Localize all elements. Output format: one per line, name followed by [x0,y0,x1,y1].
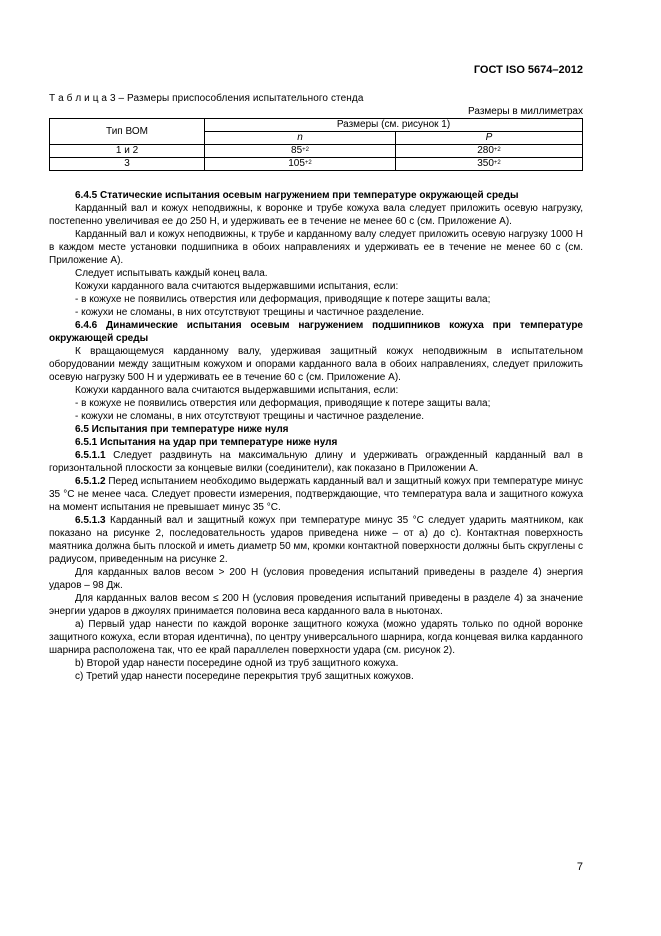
cell-p-tolerance: +2 [493,160,501,166]
section-heading: 6.4.6 Динамические испытания осевым нагружением подшипников кожуха при температуре окружающей среды [49,320,583,344]
cell-n-tolerance: +2 [304,160,312,166]
dimensions-table [49,118,583,171]
page-number: 7 [576,861,583,873]
list-item: - кожухи не сломаны, в них отсутствуют трещины и частичное разделение. [75,411,425,422]
clause-number: 6.5.1.2 [75,476,106,487]
list-item: - в кожухе не появились отверстия или деформация, приводящие к потере защиты вала; [75,294,491,305]
paragraph: Для карданных валов весом > 200 Н (условия проведения испытаний приведены в разделе 4) энергия ударов – 98 Дж. [49,567,583,591]
section-heading: 6.4.5 Статические испытания осевым нагружением при температуре окружающей среды [75,190,519,201]
clause-text: Следует раздвинуть на максимальную длину и удерживать огражденный карданный вал в горизонтальной плоскости за концевые вилки (соединители), как показано в Приложении А. [49,450,583,474]
section-heading: 6.5 Испытания при температуре ниже нуля [75,424,289,435]
clause-number: 6.5.1.1 [75,450,106,461]
paragraph: Следует испытывать каждый конец вала. [75,268,268,279]
cell-n-value: 105 [288,158,305,169]
body-text [49,189,583,683]
cell-p [396,158,583,171]
cell-type: 1 и 2 [50,145,205,158]
paragraph: К вращающемуся карданному валу, удерживая защитный кожух неподвижным в испытательном оборудовании между защитным кожухом и опорами карданного вала в обоих направлениях, следует приложить осевую нагрузку 500 Н и удерживать ее в течение 60 с (см. Приложение А). [49,346,583,383]
table-row [50,158,583,171]
cell-p-tolerance: +2 [493,147,501,153]
table-units: Размеры в миллиметрах [468,106,583,117]
cell-n [205,158,396,171]
clause-text: Карданный вал и защитный кожух при температуре минус 35 °С следует ударить маятником, как показано на рисунке 2, последовательность ударов приведена ниже – от а) до с). Контактная поверхность маятника должна быть плоской и иметь диаметр 50 мм, кромки контактной поверхности должны быть скруглены с радиусом, приведенным на рисунке 2. [49,515,583,565]
cell-p [396,145,583,158]
table-row [50,145,583,158]
table-header-row [50,119,583,132]
paragraph: Кожухи карданного вала считаются выдержавшими испытания, если: [75,385,399,396]
cell-type: 3 [50,158,205,171]
list-item: c) Третий удар нанести посередине перекрытия труб защитных кожухов. [75,671,414,682]
list-item: - кожухи не сломаны, в них отсутствуют трещины и частичное разделение. [75,307,425,318]
col-p-header: P [396,132,583,145]
paragraph [49,449,583,475]
section-heading: 6.5.1 Испытания на удар при температуре ниже нуля [75,437,338,448]
cell-p-value: 280 [477,145,494,156]
paragraph: Для карданных валов весом ≤ 200 Н (условия проведения испытаний приведены в разделе 4) за значение энергии ударов в джоулях принимается половина веса карданного вала в ньютонах. [49,593,583,617]
table-caption: Т а б л и ц а 3 – Размеры приспособления испытательного стенда [49,93,364,104]
paragraph [49,514,583,566]
cell-n [205,145,396,158]
paragraph [49,475,583,514]
cell-n-value: 85 [291,145,303,156]
col-type-header: Тип ВОМ [50,119,205,145]
list-item: - в кожухе не появились отверстия или деформация, приводящие к потере защиты вала; [75,398,491,409]
col-group-header: Размеры (см. рисунок 1) [205,119,583,132]
cell-n-tolerance: +2 [302,147,309,153]
cell-p-value: 350 [477,158,494,169]
list-item: b) Второй удар нанести посередине одной из труб защитного кожуха. [75,658,399,669]
paragraph: Карданный вал и кожух неподвижны, к трубе и карданному валу следует приложить осевую нагрузку 1000 Н в каждом месте установки подшипника в обоих направлениях и удерживать ее в течение не менее 60 с (см. Приложение А). [49,229,583,266]
paragraph: Кожухи карданного вала считаются выдержавшими испытания, если: [75,281,399,292]
clause-number: 6.5.1.3 [75,515,106,526]
paragraph: Карданный вал и кожух неподвижны, к воронке и трубе кожуха вала следует приложить осевую нагрузку, постепенно увеличивая ее до 250 Н, и удерживать ее в течение не менее 60 с (см. Приложение А). [49,203,583,227]
standard-header: ГОСТ ISO 5674–2012 [473,64,583,76]
list-item: a) Первый удар нанести по каждой воронке защитного кожуха (можно ударять только по одной воронке защитного кожуха, если вторая идентична), по центру универсального шарнира, когда концевая вилка карданного шарнира расположена так, что ее край параллелен поверхности удара (см. рисунок 2). [49,619,583,656]
clause-text: Перед испытанием необходимо выдержать карданный вал и защитный кожух при температуре минус 35 °С не менее часа. Следует провести измерения, подтверждающие, что температура вала и защитного кожуха на момент испытания не превышает минус 35 °С. [49,476,583,513]
col-n-header: n [205,132,396,145]
